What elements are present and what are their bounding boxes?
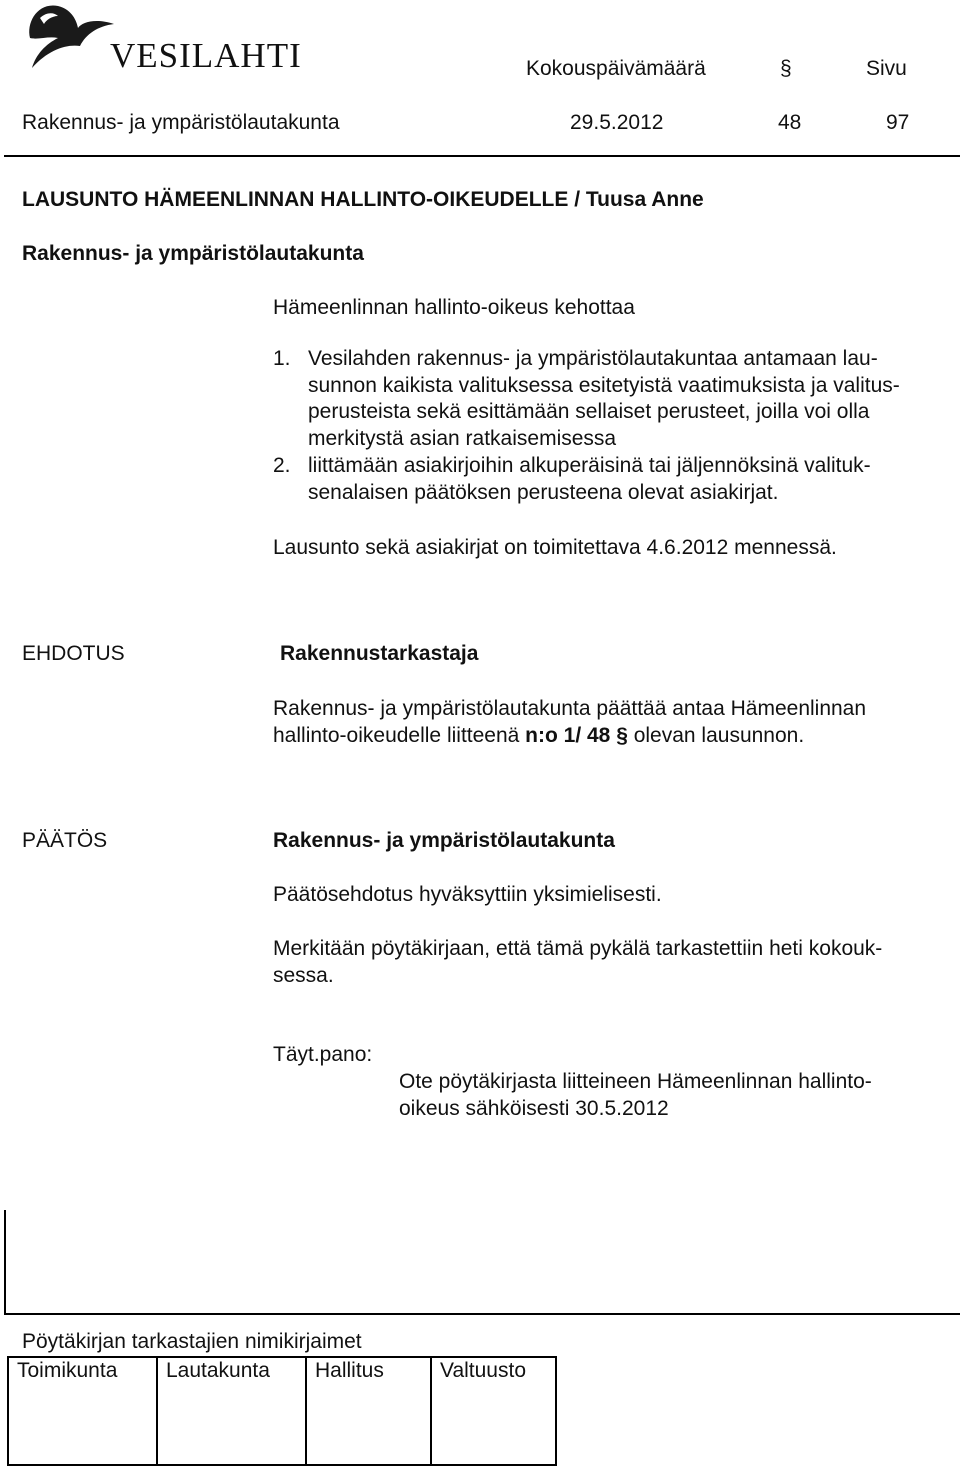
decision-label: PÄÄTÖS xyxy=(22,829,108,852)
page-column-label: Sivu xyxy=(866,57,907,80)
list-item-number: 2. xyxy=(273,454,291,477)
list-item-line: senalaisen päätöksen perusteena olevat asiakirjat. xyxy=(308,480,779,504)
enforcement-label: Täyt.pano: xyxy=(273,1043,373,1066)
header-date: 29.5.2012 xyxy=(570,111,664,134)
proposal-line: Rakennus- ja ympäristölautakunta päättää antaa Hämeenlinnan xyxy=(273,697,867,720)
header-committee: Rakennus- ja ympäristölautakunta xyxy=(22,111,340,134)
document-title: LAUSUNTO HÄMEENLINNAN HALLINTO-OIKEUDELLE / Tuusa Anne xyxy=(22,188,704,211)
signature-column-label: Lautakunta xyxy=(166,1359,270,1382)
decision-note xyxy=(273,936,938,989)
signature-column-label: Toimikunta xyxy=(17,1359,118,1382)
proposal-line xyxy=(273,723,938,750)
decision-note-line: Merkitään pöytäkirjaan, että tämä pykälä tarkastettiin heti kokouk- xyxy=(273,937,883,960)
deadline-text: Lausunto sekä asiakirjat on toimitettava 4.6.2012 mennessä. xyxy=(273,536,837,559)
proposal-line-suffix: olevan lausunnon. xyxy=(627,723,805,747)
list-item-line: Vesilahden rakennus- ja ympäristölautakuntaa antamaan lau- xyxy=(308,347,878,370)
list-item-number: 1. xyxy=(273,347,291,370)
list-item-line: sunnon kaikista valituksessa esitetyistä vaatimuksista ja valitus- xyxy=(308,373,900,397)
enforcement-line: oikeus sähköisesti 30.5.2012 xyxy=(399,1096,669,1120)
header-page-number: 97 xyxy=(886,111,910,134)
document-subtitle: Rakennus- ja ympäristölautakunta xyxy=(22,242,364,265)
header-divider xyxy=(4,155,960,157)
decision-outcome: Päätösehdotus hyväksyttiin yksimielisesti. xyxy=(273,883,662,906)
signature-table xyxy=(7,1356,557,1466)
signature-cell-lautakunta[interactable] xyxy=(157,1357,306,1465)
signature-cell-valtuusto[interactable] xyxy=(431,1357,556,1465)
signature-column-label: Hallitus xyxy=(315,1359,384,1382)
decision-body-name: Rakennus- ja ympäristölautakunta xyxy=(273,829,615,852)
signatures-title: Pöytäkirjan tarkastajien nimikirjaimet xyxy=(22,1330,362,1353)
proposal-label: EHDOTUS xyxy=(22,642,125,665)
proposal-text xyxy=(273,696,938,749)
section-column-symbol: § xyxy=(780,57,792,80)
list-item-line: perusteista sekä esittämään sellaiset perusteet, joilla voi olla xyxy=(308,400,870,423)
enforcement-text xyxy=(399,1069,872,1122)
proposal-line-prefix: hallinto-oikeudelle liitteenä xyxy=(273,723,526,747)
footer-left-border xyxy=(4,1210,6,1314)
swan-logo-icon xyxy=(18,0,118,72)
logo-text: VESILAHTI xyxy=(110,36,302,75)
footer-divider xyxy=(4,1313,960,1315)
signature-column-label: Valtuusto xyxy=(440,1359,526,1382)
vesilahti-logo xyxy=(18,0,302,75)
list-item-line: liittämään asiakirjoihin alkuperäisinä tai jäljennöksinä valituk- xyxy=(308,454,871,477)
proposal-presenter: Rakennustarkastaja xyxy=(280,642,479,665)
list-item-line: merkitystä asian ratkaisemisessa xyxy=(308,426,617,450)
enforcement-line: Ote pöytäkirjasta liitteineen Hämeenlinnan hallinto- xyxy=(399,1070,872,1093)
attachment-reference: n:o 1/ 48 § xyxy=(525,723,628,747)
header-section-number: 48 xyxy=(778,111,802,134)
date-column-label: Kokouspäivämäärä xyxy=(526,57,706,80)
body-intro: Hämeenlinnan hallinto-oikeus kehottaa xyxy=(273,296,635,319)
decision-note-line: sessa. xyxy=(273,963,334,987)
signature-cell-hallitus[interactable] xyxy=(306,1357,431,1465)
signature-cell-toimikunta[interactable] xyxy=(8,1357,157,1465)
